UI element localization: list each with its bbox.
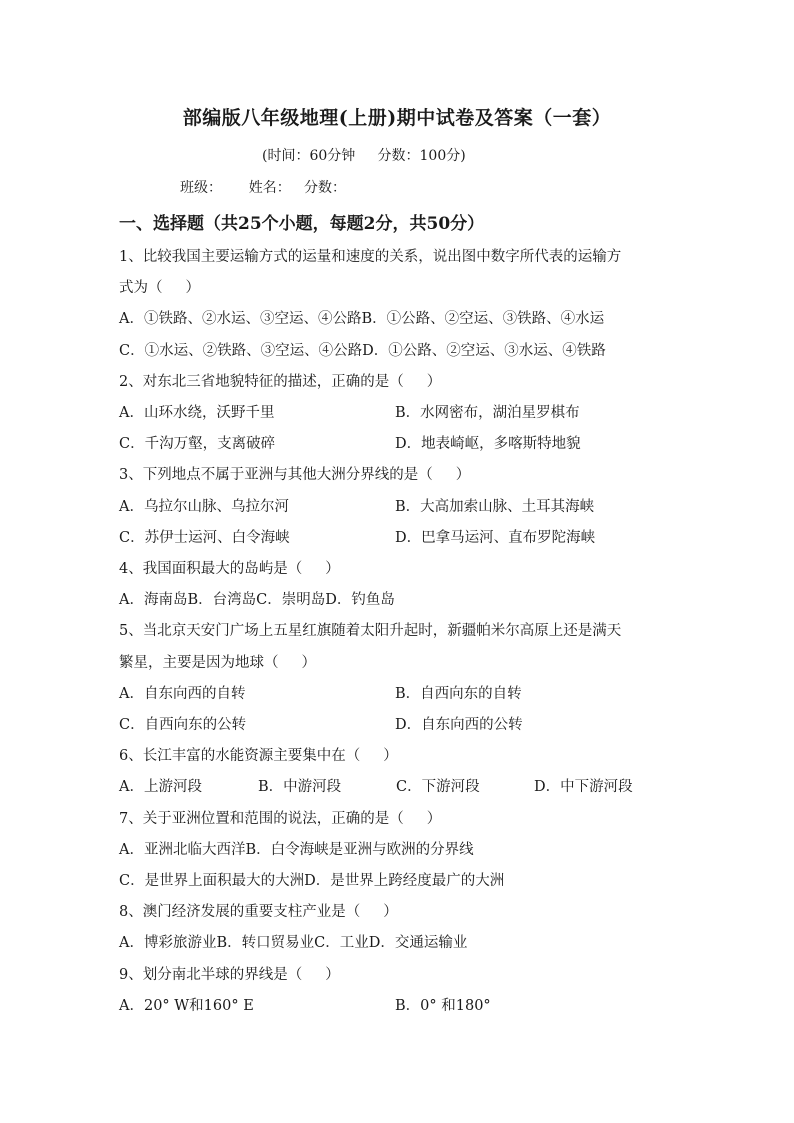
question-2-option-d: D．地表崎岖，多喀斯特地貌: [395, 436, 581, 452]
question-3-option-d: D．巴拿马运河、直布罗陀海峡: [395, 530, 596, 546]
question-5-option-d: D．自东向西的公转: [395, 717, 523, 733]
student-info-line: 班级： 姓名： 分数：: [180, 180, 347, 196]
exam-time-score: (时间：60分钟 分数：100分): [262, 148, 466, 164]
question-5-option-b: B．自西向东的自转: [395, 686, 522, 702]
question-5-stem: 5、当北京天安门广场上五星红旗随着太阳升起时，新疆帕米尔高原上还是满天: [119, 623, 622, 639]
question-9-stem: 9、划分南北半球的界线是（ ）: [119, 967, 340, 983]
question-7-options-ab: A．亚洲北临大西洋B．白令海峡是亚洲与欧洲的分界线: [119, 842, 474, 858]
question-1-stem-cont: 式为（ ）: [119, 280, 201, 296]
question-5-option-c: C．自西向东的公转: [119, 717, 247, 733]
question-6-option-d: D．中下游河段: [534, 779, 633, 795]
question-1-options-ab: A．①铁路、②水运、③空运、④公路B．①公路、②空运、③铁路、④水运: [119, 311, 605, 327]
question-3-stem: 3、下列地点不属于亚洲与其他大洲分界线的是（ ）: [119, 467, 471, 483]
question-2-option-c: C．千沟万壑，支离破碎: [119, 436, 276, 452]
question-3-option-b: B．大高加索山脉、土耳其海峡: [395, 499, 595, 515]
section-heading-choice: 一、选择题（共25个小题，每题2分，共50分）: [119, 214, 485, 234]
question-2-stem: 2、对东北三省地貌特征的描述，正确的是（ ）: [119, 374, 442, 390]
question-3-option-c: C．苏伊士运河、白令海峡: [119, 530, 290, 546]
question-6-stem: 6、长江丰富的水能资源主要集中在（ ）: [119, 748, 398, 764]
question-5-stem-cont: 繁星，主要是因为地球（ ）: [119, 655, 317, 671]
question-2-option-b: B．水网密布，湖泊星罗棋布: [395, 405, 580, 421]
question-4-options: A．海南岛B．台湾岛C．崇明岛D．钓鱼岛: [119, 592, 395, 608]
question-8-options: A．博彩旅游业B．转口贸易业C．工业D．交通运输业: [119, 935, 468, 951]
question-4-stem: 4、我国面积最大的岛屿是（ ）: [119, 561, 340, 577]
question-7-options-cd: C．是世界上面积最大的大洲D．是世界上跨经度最广的大洲: [119, 873, 505, 889]
question-1-stem: 1、比较我国主要运输方式的运量和速度的关系，说出图中数字所代表的运输方: [119, 249, 622, 265]
question-6-option-c: C．下游河段: [396, 779, 480, 795]
question-2-option-a: A．山环水绕，沃野千里: [119, 405, 275, 421]
question-5-option-a: A．自东向西的自转: [119, 686, 246, 702]
question-1-options-cd: C．①水运、②铁路、③空运、④公路D．①公路、②空运、③水运、④铁路: [119, 343, 606, 359]
question-3-option-a: A．乌拉尔山脉、乌拉尔河: [119, 499, 289, 515]
exam-title: 部编版八年级地理(上册)期中试卷及答案（一套）: [182, 107, 612, 129]
question-6-option-a: A．上游河段: [119, 779, 202, 795]
question-8-stem: 8、澳门经济发展的重要支柱产业是（ ）: [119, 904, 398, 920]
question-9-option-b: B．0° 和180°: [395, 998, 491, 1014]
question-6-option-b: B．中游河段: [258, 779, 342, 795]
question-7-stem: 7、关于亚洲位置和范围的说法，正确的是（ ）: [119, 811, 442, 827]
question-9-option-a: A．20° W和160° E: [119, 998, 254, 1014]
